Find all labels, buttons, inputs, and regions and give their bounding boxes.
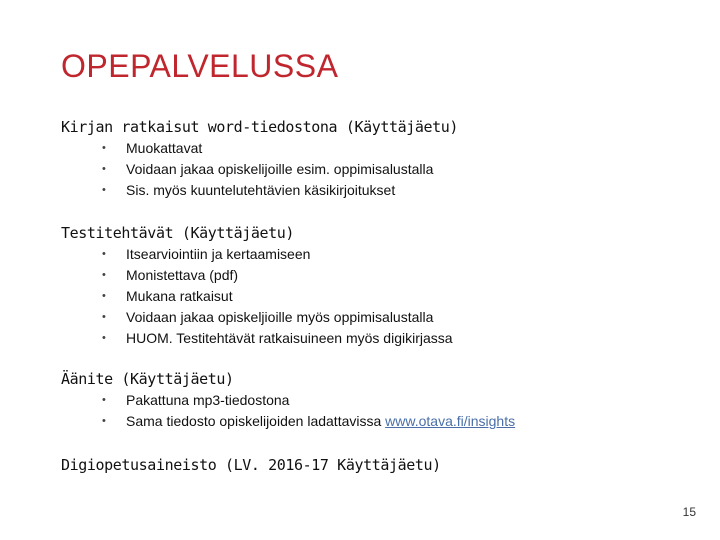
list-item: • HUOM. Testitehtävät ratkaisuineen myös digikirjassa [99, 328, 701, 349]
bullet-icon: • [102, 415, 106, 427]
list-item: • Voidaan jakaa opiskelijoille esim. oppimisalustalla [99, 159, 701, 180]
list-item: • Itsearviointiin ja kertaamiseen [99, 244, 701, 265]
section-tests [61, 223, 701, 349]
slide-title: OPEPALVELUSSA [61, 48, 339, 84]
bullet-icon: • [102, 311, 106, 323]
list-item: • Sis. myös kuuntelutehtävien käsikirjoitukset [99, 180, 701, 201]
section-heading: Testitehtävät (Käyttäjäetu) [61, 224, 295, 242]
bullet-icon: • [102, 163, 106, 175]
otava-insights-link[interactable]: www.otava.fi/insights [385, 413, 516, 429]
section-heading: Äänite (Käyttäjäetu) [61, 370, 234, 388]
bullet-icon: • [102, 142, 106, 154]
list-item: • Muokattavat [99, 138, 701, 159]
bullet-list [61, 138, 701, 201]
section-solutions [61, 117, 701, 201]
bullet-list [61, 244, 701, 349]
bullet-icon: • [102, 248, 106, 260]
section-audio [61, 369, 701, 432]
page-number: 15 [682, 505, 696, 519]
list-item: • Pakattuna mp3-tiedostona [99, 390, 701, 411]
bullet-list [61, 390, 701, 432]
section-digital [61, 455, 701, 476]
list-item: • Monistettava (pdf) [99, 265, 701, 286]
bullet-icon: • [102, 332, 106, 344]
list-item: • Voidaan jakaa opiskeljioille myös oppimisalustalla [99, 307, 701, 328]
bullet-icon: • [102, 184, 106, 196]
section-heading: Kirjan ratkaisut word-tiedostona (Käyttäjäetu) [61, 118, 459, 136]
list-item: • Sama tiedosto opiskelijoiden ladattavissa www.otava.fi/insights [99, 411, 701, 432]
slide-content [61, 117, 701, 498]
bullet-icon: • [102, 290, 106, 302]
bullet-icon: • [102, 394, 106, 406]
list-item: • Mukana ratkaisut [99, 286, 701, 307]
section-heading: Digiopetusaineisto (LV. 2016-17 Käyttäjäetu) [61, 456, 441, 474]
bullet-icon: • [102, 269, 106, 281]
